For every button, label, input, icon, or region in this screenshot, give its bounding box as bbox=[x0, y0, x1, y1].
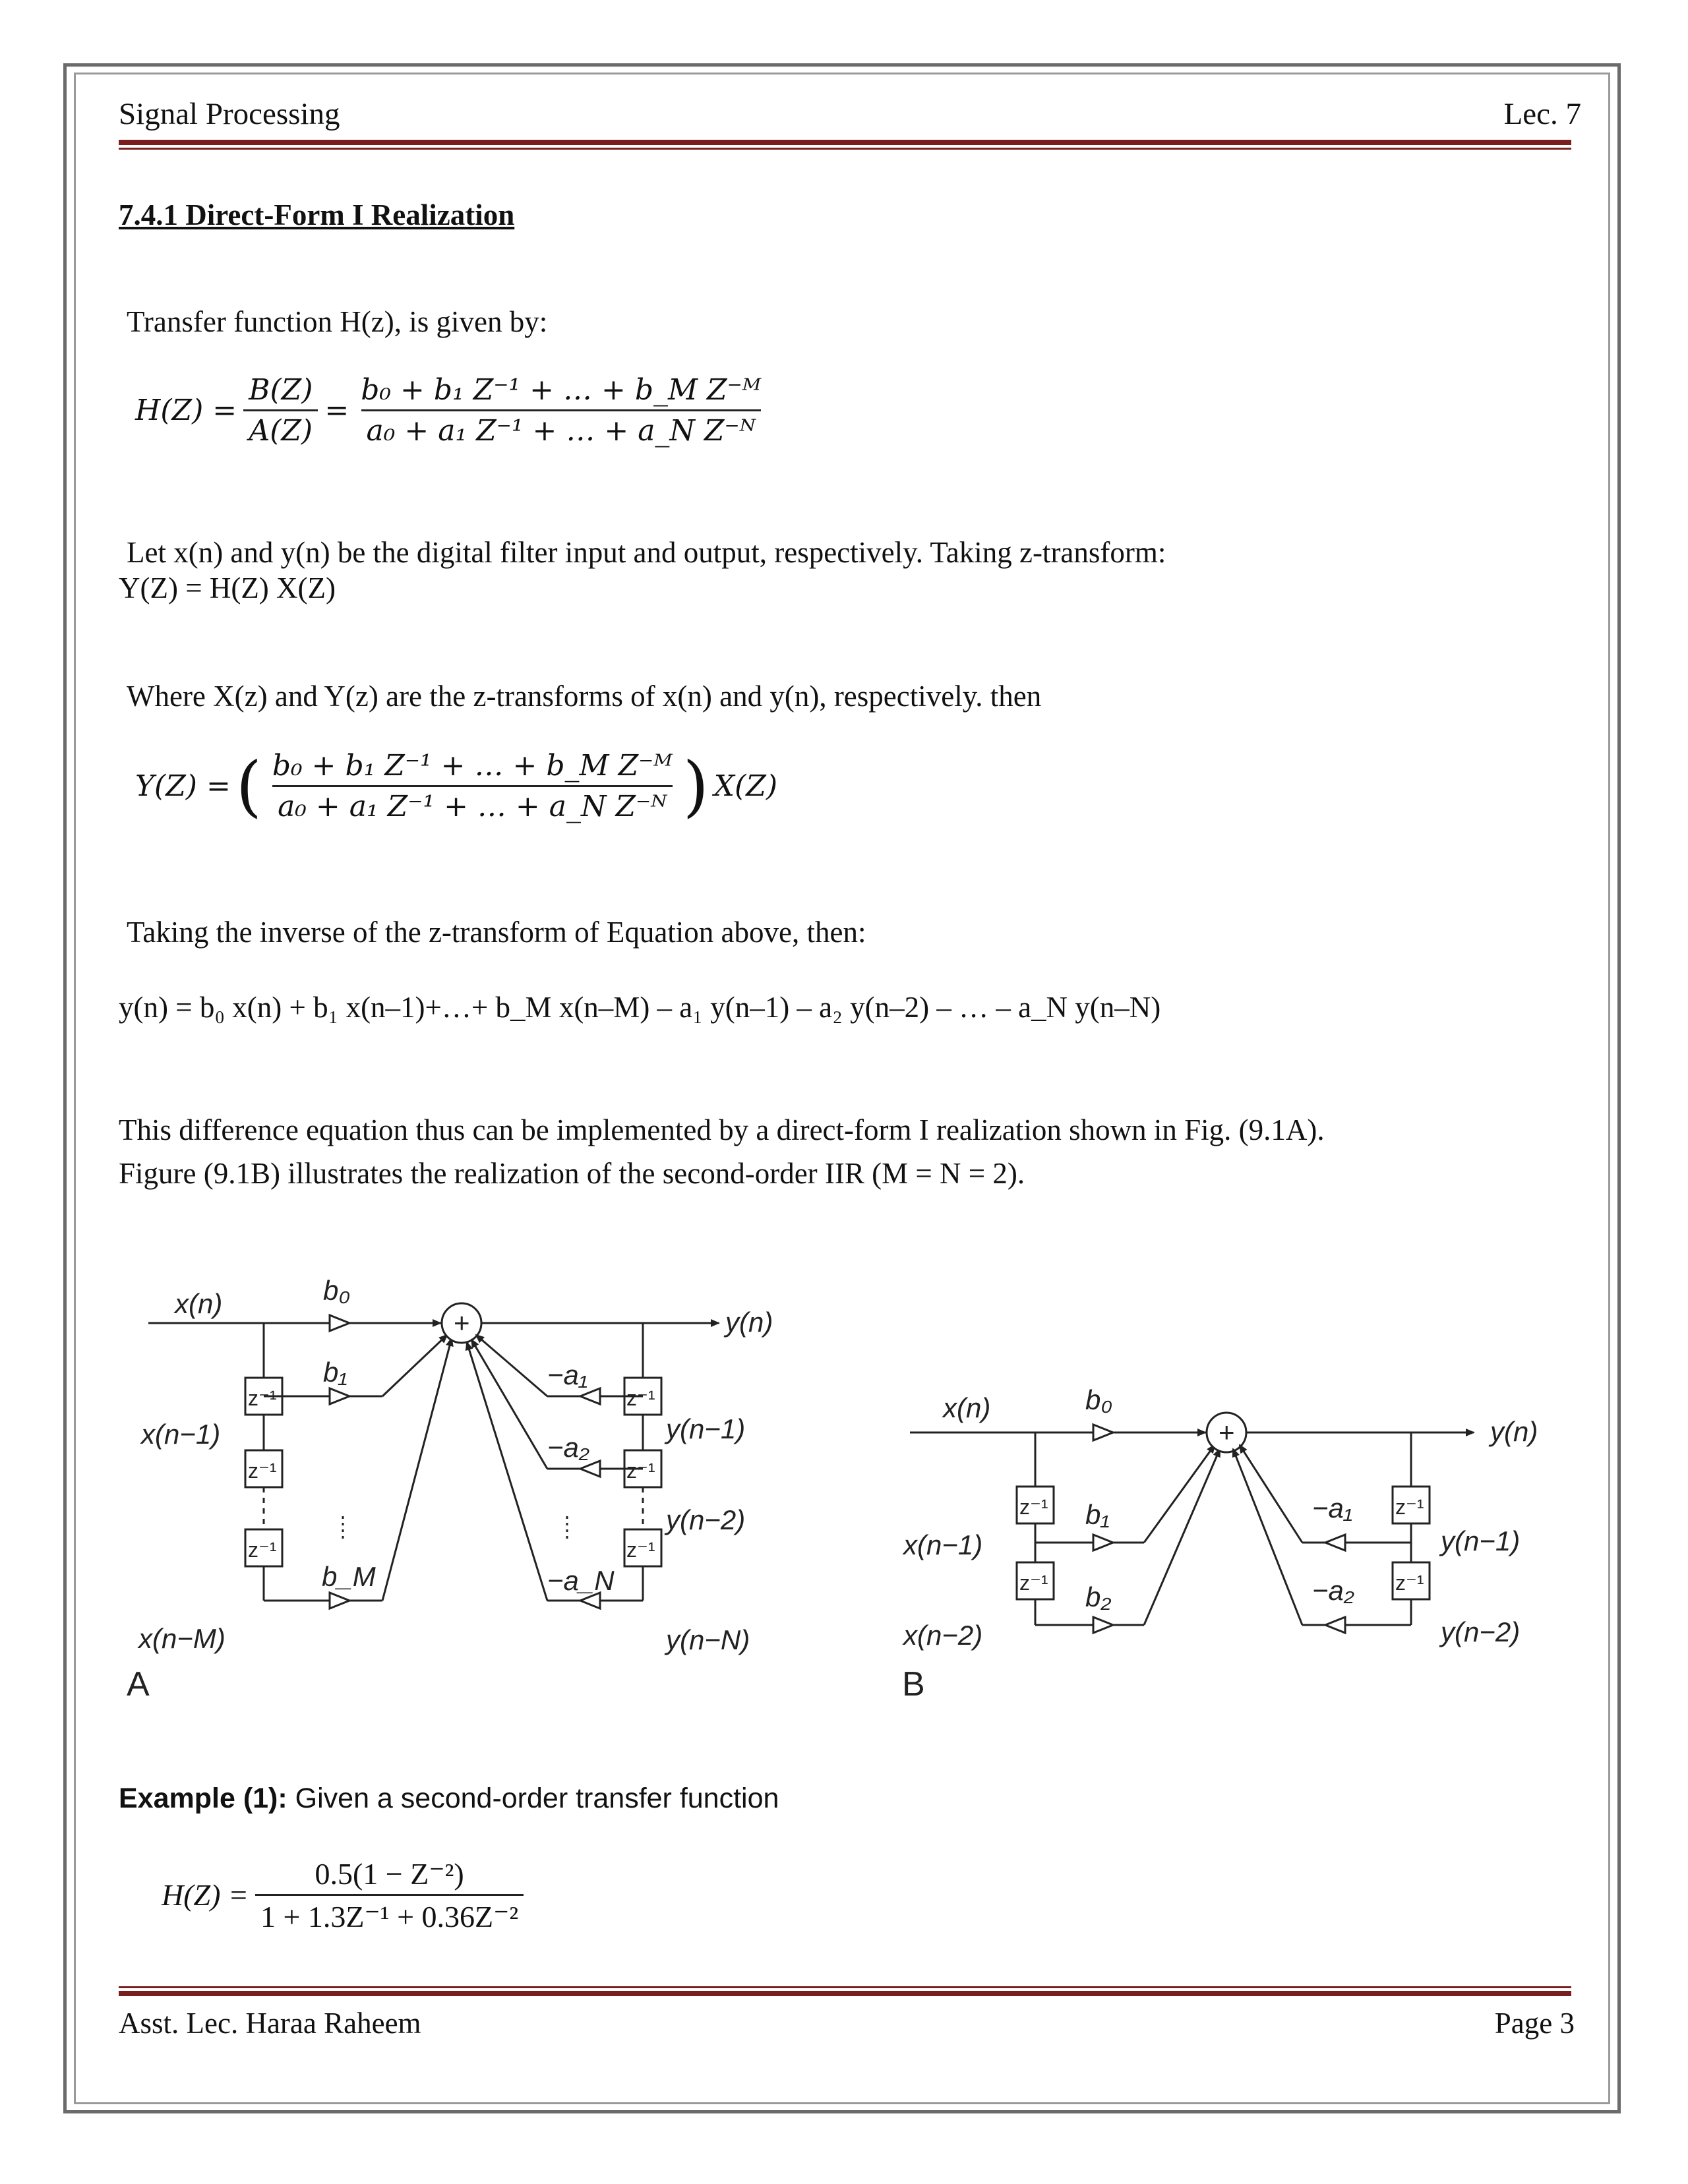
eq-y-rhs: X(Z) bbox=[713, 769, 778, 803]
fig-a-zinv-3: z⁻¹ bbox=[248, 1538, 277, 1562]
fig-b-b2: b₂ bbox=[1085, 1581, 1112, 1612]
fig-a-xnM: x(n−M) bbox=[138, 1623, 226, 1654]
paragraph-inverse: Taking the inverse of the z-transform of Equation above, then: bbox=[127, 916, 866, 949]
fig-a-bM: b_M bbox=[322, 1561, 376, 1592]
equation-difference: y(n) = b₀ x(n) + b₁ x(n–1)+…+ b_M x(n–M) – a₁ y(n–1) – a₂ y(n–2) – … – a_N y(n–N) bbox=[119, 991, 1161, 1024]
example-lhs: H(Z) = bbox=[162, 1878, 249, 1912]
fig-b-yn: y(n) bbox=[1490, 1416, 1538, 1447]
fig-b-zinv-r1: z⁻¹ bbox=[1395, 1495, 1424, 1519]
fig-a-zinv-2: z⁻¹ bbox=[248, 1459, 277, 1483]
eq-y-frac bbox=[267, 749, 678, 823]
equation-example bbox=[162, 1856, 524, 1934]
example-text: Given a second-order transfer function bbox=[287, 1783, 779, 1814]
eq-h-lhs: H(Z) = bbox=[135, 394, 237, 427]
fig-b-b0: b₀ bbox=[1085, 1384, 1113, 1415]
footer-rule bbox=[119, 1991, 1571, 1996]
eq-poly-denominator: a₀ + a₁ Z⁻¹ + … + a_N Z⁻ᴺ bbox=[361, 409, 761, 448]
fig-b-yn1: y(n−1) bbox=[1441, 1525, 1521, 1556]
equation-y-hx: Y(Z) = H(Z) X(Z) bbox=[119, 572, 336, 605]
fig-a-na1: −a₁ bbox=[547, 1359, 588, 1390]
fig-b-xn: x(n) bbox=[943, 1392, 991, 1423]
eq-right-paren: ) bbox=[682, 747, 709, 825]
fig-b-zinv-2: z⁻¹ bbox=[1019, 1571, 1048, 1595]
eq-left-paren: ( bbox=[235, 747, 262, 825]
fig-b-na1: −a₁ bbox=[1312, 1492, 1353, 1523]
example-label: Example (1): bbox=[119, 1783, 287, 1814]
header-title: Signal Processing bbox=[119, 97, 340, 131]
eq-y-denominator: a₀ + a₁ Z⁻¹ + … + a_N Z⁻ᴺ bbox=[272, 785, 672, 823]
fig-a-yn1: y(n−1) bbox=[666, 1413, 746, 1444]
footer-author: Asst. Lec. Haraa Raheem bbox=[119, 2007, 421, 2040]
eq-y-lhs: Y(Z) = bbox=[135, 769, 231, 803]
fig-a-yn2: y(n−2) bbox=[666, 1504, 746, 1535]
eq-h-denominator: A(Z) bbox=[243, 409, 318, 448]
fig-a-b1: b₁ bbox=[323, 1357, 347, 1388]
fig-a-ynN: y(n−N) bbox=[666, 1624, 750, 1655]
fig-b-zinv-r2: z⁻¹ bbox=[1395, 1571, 1424, 1595]
header-rule-thin bbox=[119, 148, 1571, 150]
fig-a-label: A bbox=[127, 1665, 150, 1703]
paragraph-direct-form-a: This difference equation thus can be implemented by a direct-form I realization shown in Fig. (9.1A). bbox=[119, 1113, 1325, 1146]
example-frac bbox=[255, 1856, 524, 1934]
paragraph-let-x-y: Let x(n) and y(n) be the digital filter input and output, respectively. Taking z-transform: bbox=[127, 536, 1166, 569]
fig-b-zinv-1: z⁻¹ bbox=[1019, 1495, 1048, 1519]
paragraph-where: Where X(z) and Y(z) are the z-transforms of x(n) and y(n), respectively. then bbox=[127, 680, 1042, 713]
footer-page: Page 3 bbox=[1494, 2007, 1575, 2040]
header-lecture: Lec. 7 bbox=[1503, 97, 1581, 131]
section-heading: 7.4.1 Direct-Form I Realization bbox=[119, 198, 515, 231]
fig-a-xn1: x(n−1) bbox=[141, 1419, 221, 1450]
eq-h-frac-poly bbox=[355, 373, 766, 448]
fig-b-b1: b₁ bbox=[1085, 1499, 1110, 1530]
eq-poly-numerator: b₀ + b₁ Z⁻¹ + … + b_M Z⁻ᴹ bbox=[361, 373, 762, 407]
equation-transfer-function bbox=[135, 373, 766, 448]
fig-b-plus: + bbox=[1219, 1417, 1235, 1448]
header-rule bbox=[119, 140, 1571, 145]
equation-y-of-z bbox=[135, 749, 777, 823]
example-numerator: 0.5(1 − Z⁻²) bbox=[315, 1857, 464, 1891]
fig-b-label: B bbox=[902, 1665, 925, 1703]
fig-a-xn: x(n) bbox=[175, 1288, 223, 1319]
fig-b-xn1: x(n−1) bbox=[903, 1529, 983, 1560]
eq-equals: = bbox=[324, 394, 349, 427]
paragraph-direct-form-b: Figure (9.1B) illustrates the realization of the second-order IIR (M = N = 2). bbox=[119, 1157, 1025, 1190]
figure-b bbox=[910, 1413, 1474, 1633]
fig-a-plus: + bbox=[454, 1307, 470, 1338]
fig-a-zinv-r2: z⁻¹ bbox=[626, 1459, 655, 1483]
fig-a-zinv-r3: z⁻¹ bbox=[626, 1538, 655, 1562]
eq-h-frac-b-over-a bbox=[243, 373, 318, 448]
fig-a-yn: y(n) bbox=[725, 1307, 773, 1338]
footer-rule-thin bbox=[119, 1986, 1571, 1988]
fig-b-xn2: x(n−2) bbox=[903, 1620, 983, 1651]
figure-direct-form-realizations bbox=[0, 1253, 1688, 1714]
fig-b-yn2: y(n−2) bbox=[1441, 1616, 1521, 1647]
paragraph-transfer-intro: Transfer function H(z), is given by: bbox=[127, 305, 548, 338]
fig-a-zinv-1: z⁻¹ bbox=[248, 1386, 277, 1410]
fig-a-na2: −a₂ bbox=[547, 1432, 589, 1463]
eq-y-numerator: b₀ + b₁ Z⁻¹ + … + b_M Z⁻ᴹ bbox=[272, 749, 673, 782]
fig-a-naN: −a_N bbox=[547, 1565, 615, 1596]
example-denominator: 1 + 1.3Z⁻¹ + 0.36Z⁻² bbox=[255, 1894, 524, 1934]
example-line bbox=[119, 1783, 779, 1815]
eq-h-numerator: B(Z) bbox=[249, 373, 313, 407]
fig-a-b0: b₀ bbox=[323, 1275, 351, 1306]
fig-b-na2: −a₂ bbox=[1312, 1575, 1354, 1606]
figure-a bbox=[148, 1303, 719, 1608]
fig-a-zinv-r1: z⁻¹ bbox=[626, 1386, 655, 1410]
